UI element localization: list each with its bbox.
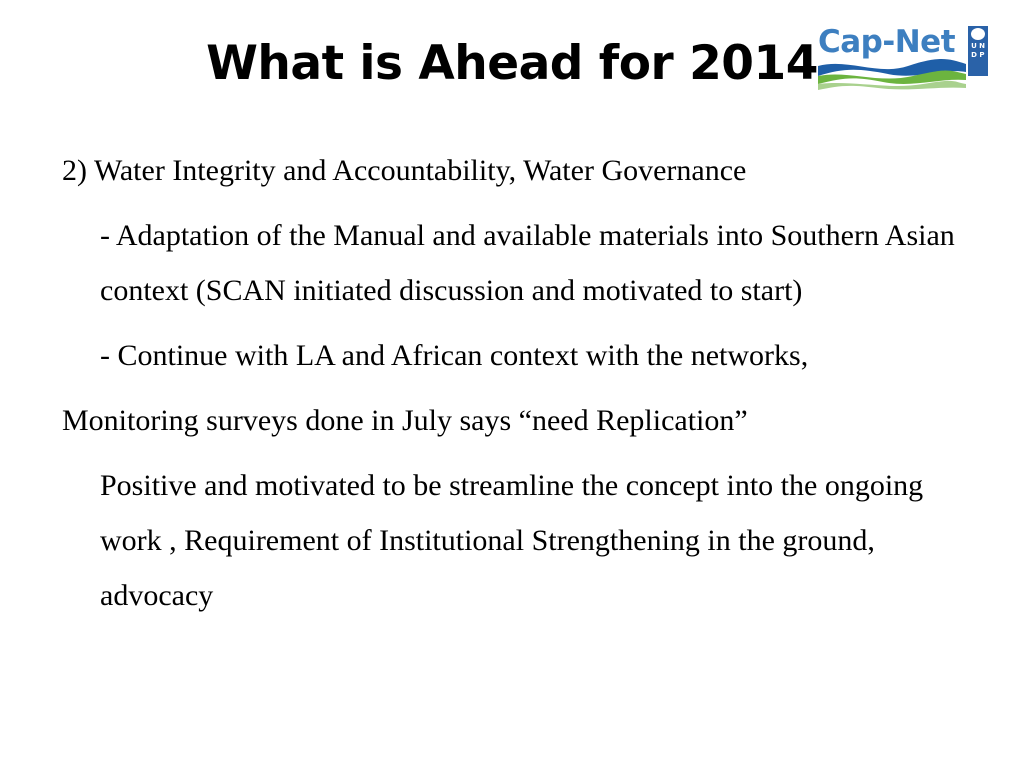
undp-letter: N — [979, 42, 985, 50]
globe-icon — [971, 28, 985, 40]
body-paragraph-adaptation: - Adaptation of the Manual and available materials into Southern Asian context (SCAN initiated discussion and motivated to start) — [100, 219, 955, 307]
body-paragraph-integrity: 2) Water Integrity and Accountability, Water Governance — [62, 154, 747, 187]
undp-logo — [968, 26, 988, 76]
undp-letter: P — [979, 51, 985, 59]
body-paragraph-positive: Positive and motivated to be streamline the concept into the ongoing work , Requirement of Institutional Strengthening in the ground, advocacy — [100, 469, 924, 612]
wave-icon — [818, 56, 966, 92]
body-paragraph-monitoring: Monitoring surveys done in July says “need Replication” — [62, 404, 748, 437]
body-paragraph-continue: - Continue with LA and African context with the networks, — [100, 339, 809, 372]
undp-letter: U — [971, 42, 977, 50]
undp-letter: D — [971, 51, 977, 59]
logo-wordmark: Cap-Net — [818, 24, 956, 60]
slide-body — [62, 143, 982, 633]
cap-net-logo — [818, 22, 1000, 94]
slide-title: What is Ahead for 2014 — [206, 36, 818, 91]
